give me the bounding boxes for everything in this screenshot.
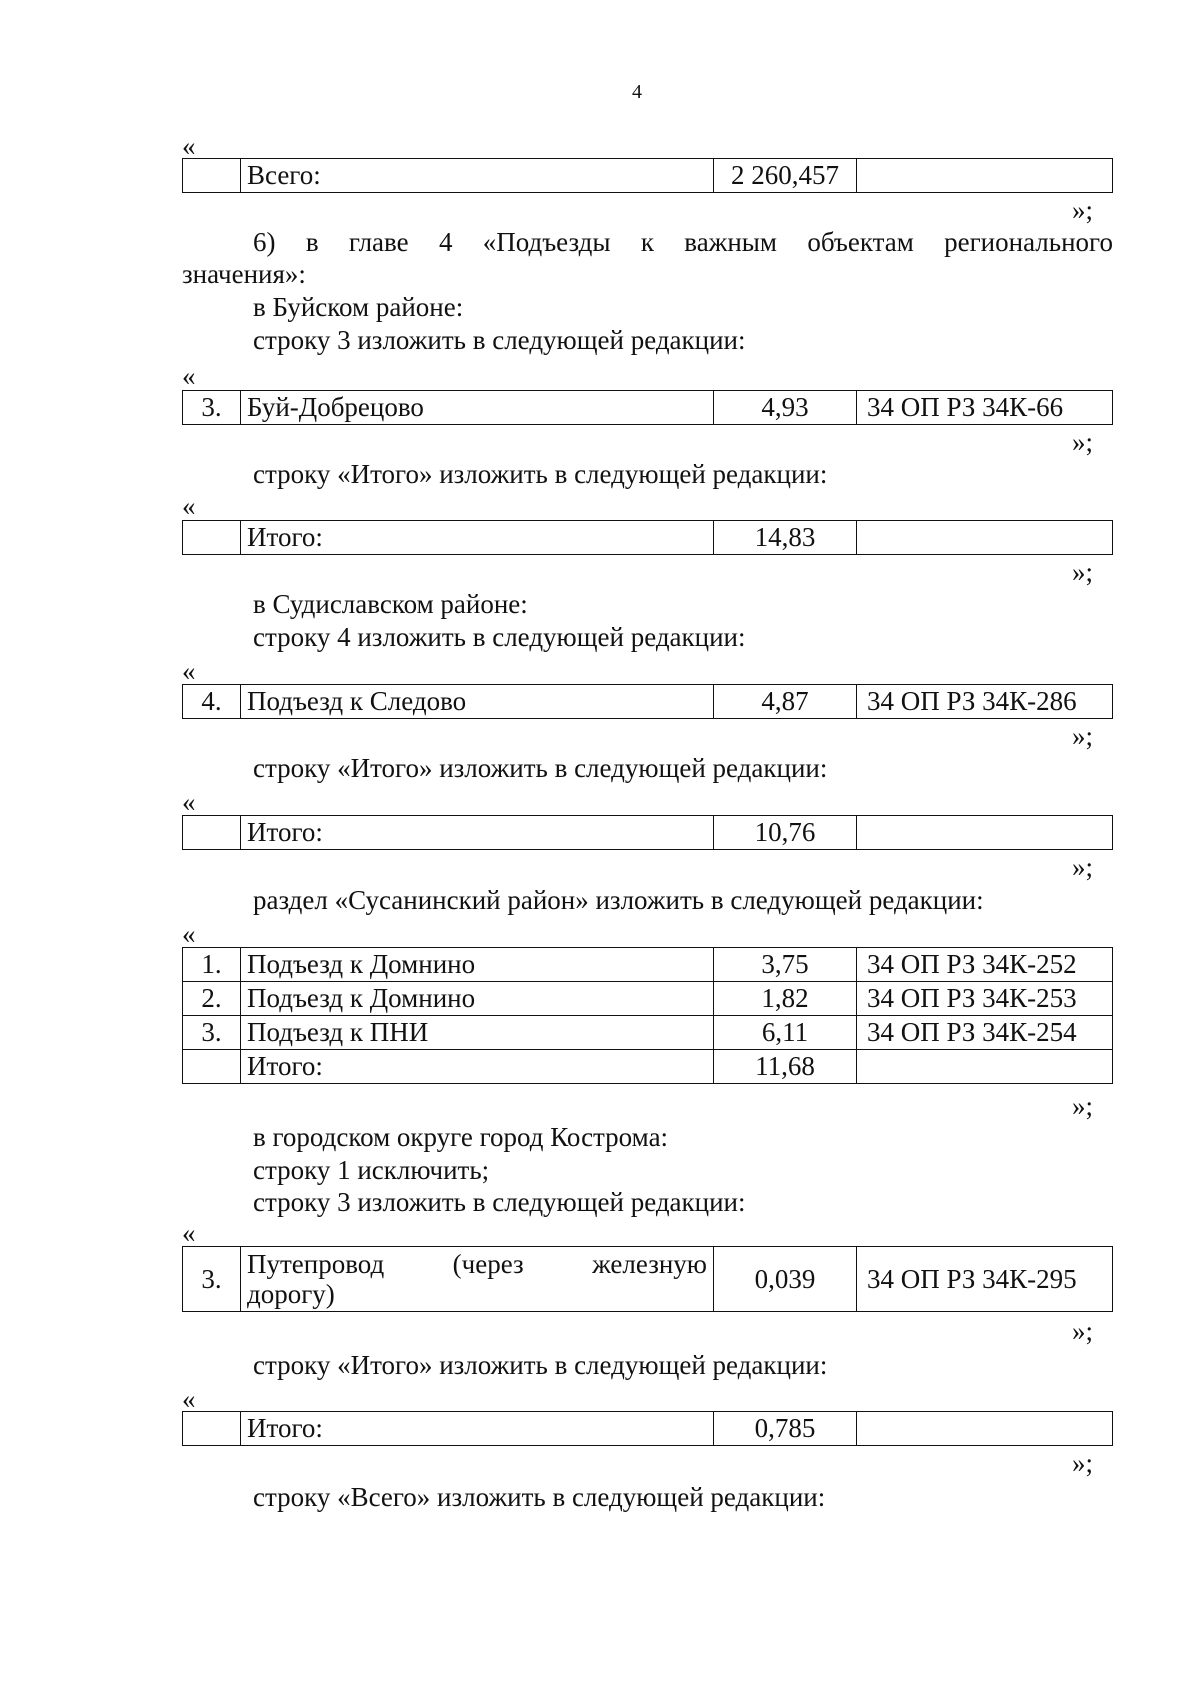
table-row	[183, 685, 1113, 719]
row-number	[183, 1050, 241, 1084]
kostroma-heading: в городском округе город Кострома:	[253, 1122, 669, 1152]
table-row	[183, 982, 1113, 1016]
instruction-text: строку «Всего» изложить в следующей редакции:	[253, 1482, 826, 1512]
open-quote: «	[182, 787, 196, 817]
instruction-text: строку 3 изложить в следующей редакции:	[253, 325, 746, 355]
row-number	[183, 816, 241, 850]
open-quote: «	[182, 131, 196, 161]
row-number: 2.	[183, 982, 241, 1016]
row-code	[857, 521, 1113, 555]
table-susanino	[182, 947, 1113, 1084]
open-quote: «	[182, 919, 196, 949]
row-code: 34 ОП РЗ 34К-253	[857, 982, 1113, 1016]
row-name: Подъезд к Домнино	[241, 948, 714, 982]
close-quote: »;	[1072, 557, 1094, 587]
instruction-text: строку 4 изложить в следующей редакции:	[253, 622, 746, 652]
close-quote: »;	[1072, 852, 1094, 882]
table-row	[183, 1050, 1113, 1084]
table-kostroma-row3	[182, 1246, 1113, 1312]
open-quote: «	[182, 1384, 196, 1414]
close-quote: »;	[1072, 195, 1094, 225]
row-number: 3.	[183, 391, 241, 425]
table-sudislavl-row4	[182, 684, 1113, 719]
row-code	[857, 816, 1113, 850]
table-row	[183, 391, 1113, 425]
table-vsego	[182, 158, 1113, 193]
table-row	[183, 1016, 1113, 1050]
row-number	[183, 1412, 241, 1446]
row-length: 6,11	[714, 1016, 857, 1050]
close-quote: »;	[1072, 1448, 1094, 1478]
row-number	[183, 159, 241, 193]
row-length: 4,93	[714, 391, 857, 425]
close-quote: »;	[1072, 721, 1094, 751]
row-name: Итого:	[241, 1412, 714, 1446]
close-quote: »;	[1072, 1316, 1094, 1346]
table-kostroma-total	[182, 1411, 1113, 1446]
row-name: Итого:	[241, 521, 714, 555]
table-buy-row3	[182, 390, 1113, 425]
instruction-text: строку «Итого» изложить в следующей редакции:	[253, 753, 828, 783]
intro-line-1: 6) в главе 4 «Подъезды к важным объектам регионального	[253, 227, 1113, 257]
instruction-text: строку «Итого» изложить в следующей редакции:	[253, 459, 828, 489]
instruction-text: строку «Итого» изложить в следующей редакции:	[253, 1350, 828, 1380]
row-code	[857, 1050, 1113, 1084]
row-length: 10,76	[714, 816, 857, 850]
table-row	[183, 816, 1113, 850]
row-length: 4,87	[714, 685, 857, 719]
intro-line-2: значения»:	[182, 259, 306, 289]
row-name: Всего:	[241, 159, 714, 193]
table-row	[183, 521, 1113, 555]
open-quote: «	[182, 656, 196, 686]
row-name: Подъезд к Домнино	[241, 982, 714, 1016]
row-length: 0,039	[714, 1247, 857, 1312]
row-number: 1.	[183, 948, 241, 982]
row-length: 11,68	[714, 1050, 857, 1084]
instruction-text: раздел «Сусанинский район» изложить в следующей редакции:	[253, 885, 984, 915]
row-name: Путепровод (через железную дорогу)	[241, 1247, 714, 1312]
row-length: 14,83	[714, 521, 857, 555]
sudislavl-district-heading: в Судиславском районе:	[253, 589, 528, 619]
table-buy-total	[182, 520, 1113, 555]
row-number: 3.	[183, 1247, 241, 1312]
row-name: Буй-Добрецово	[241, 391, 714, 425]
open-quote: «	[182, 361, 196, 391]
row-code: 34 ОП РЗ 34К-252	[857, 948, 1113, 982]
buy-district-heading: в Буйском районе:	[253, 292, 464, 322]
row-name: Итого:	[241, 1050, 714, 1084]
instruction-text: строку 1 исключить;	[253, 1155, 490, 1185]
table-row	[183, 948, 1113, 982]
row-code: 34 ОП РЗ 34К-286	[857, 685, 1113, 719]
close-quote: »;	[1072, 1091, 1094, 1121]
row-code: 34 ОП РЗ 34К-254	[857, 1016, 1113, 1050]
row-name: Подъезд к ПНИ	[241, 1016, 714, 1050]
row-code	[857, 1412, 1113, 1446]
row-length: 2 260,457	[714, 159, 857, 193]
table-row	[183, 159, 1113, 193]
row-name: Подъезд к Следово	[241, 685, 714, 719]
row-number: 3.	[183, 1016, 241, 1050]
page-number: 4	[632, 81, 642, 103]
close-quote: »;	[1072, 427, 1094, 457]
row-code	[857, 159, 1113, 193]
row-number: 4.	[183, 685, 241, 719]
table-row	[183, 1412, 1113, 1446]
row-length: 3,75	[714, 948, 857, 982]
open-quote: «	[182, 491, 196, 521]
row-name: Итого:	[241, 816, 714, 850]
table-row	[183, 1247, 1113, 1312]
row-code: 34 ОП РЗ 34К-295	[857, 1247, 1113, 1312]
row-number	[183, 521, 241, 555]
open-quote: «	[182, 1218, 196, 1248]
instruction-text: строку 3 изложить в следующей редакции:	[253, 1187, 746, 1217]
table-sudislavl-total	[182, 815, 1113, 850]
row-code: 34 ОП РЗ 34К-66	[857, 391, 1113, 425]
row-length: 1,82	[714, 982, 857, 1016]
row-length: 0,785	[714, 1412, 857, 1446]
